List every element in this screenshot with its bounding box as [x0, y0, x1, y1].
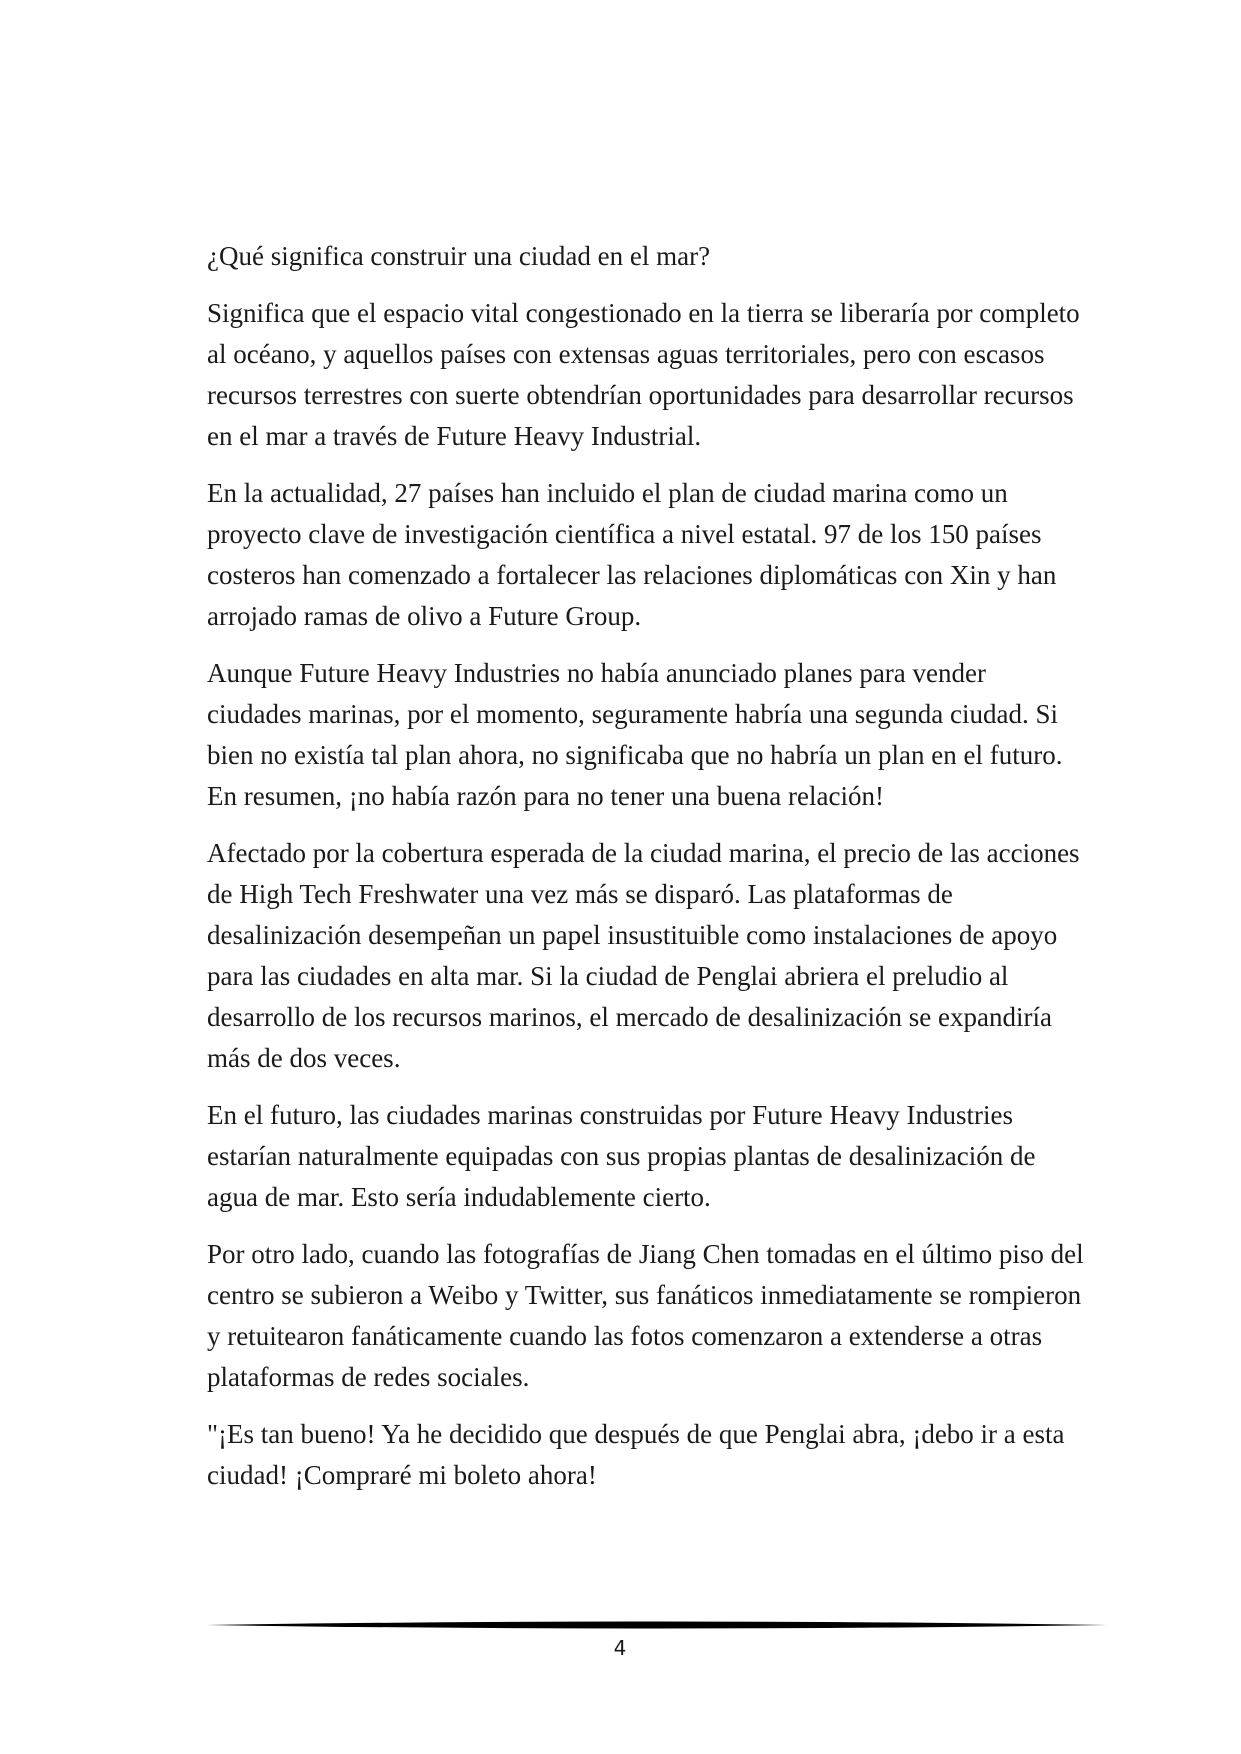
paragraph-8: "¡Es tan bueno! Ya he decidido que después de que Penglai abra, ¡debo ir a esta ciudad! ¡Compraré mi boleto ahora!: [207, 1419, 1065, 1490]
body-text: [207, 236, 1087, 1512]
paragraph-1: ¿Qué significa construir una ciudad en el mar?: [207, 241, 711, 271]
paragraph-6: En el futuro, las ciudades marinas construidas por Future Heavy Industries estarían naturalmente equipadas con sus propias plantas de desalinización de agua de mar. Esto sería indudablemente cierto.: [207, 1100, 1036, 1212]
paragraph-7: Por otro lado, cuando las fotografías de Jiang Chen tomadas en el último piso del centro se subieron a Weibo y Twitter, sus fanáticos inmediatamente se rompieron y retuitearon fanáticamente cuando las fotos comenzaron a extenderse a otras plataformas de redes sociales.: [207, 1239, 1084, 1392]
page-number: 4: [613, 1636, 627, 1660]
paragraph-2: Significa que el espacio vital congestionado en la tierra se liberaría por completo al océano, y aquellos países con extensas aguas territoriales, pero con escasos recursos terrestres con suerte obtendrían oportunidades para desarrollar recursos en el mar a través de Future Heavy Industrial.: [207, 298, 1080, 451]
paragraph-5: Afectado por la cobertura esperada de la ciudad marina, el precio de las acciones de High Tech Freshwater una vez más se disparó. Las plataformas de desalinización desempeñan un papel insustituible como instalaciones de apoyo para las ciudades en alta mar. Si la ciudad de Penglai abriera el preludio al desarrollo de los recursos marinos, el mercado de desalinización se expandiría más de dos veces.: [207, 838, 1080, 1073]
paragraph-3: En la actualidad, 27 países han incluido el plan de ciudad marina como un proyecto clave de investigación científica a nivel estatal. 97 de los 150 países costeros han comenzado a fortalecer las relaciones diplomáticas con Xin y han arrojado ramas de olivo a Future Group.: [207, 478, 1057, 631]
footer-rule: [207, 1620, 1107, 1630]
paragraph-4: Aunque Future Heavy Industries no había anunciado planes para vender ciudades marinas, por el momento, seguramente habría una segunda ciudad. Si bien no existía tal plan ahora, no significaba que no habría un plan en el futuro. En resumen, ¡no había razón para no tener una buena relación!: [207, 658, 1063, 811]
